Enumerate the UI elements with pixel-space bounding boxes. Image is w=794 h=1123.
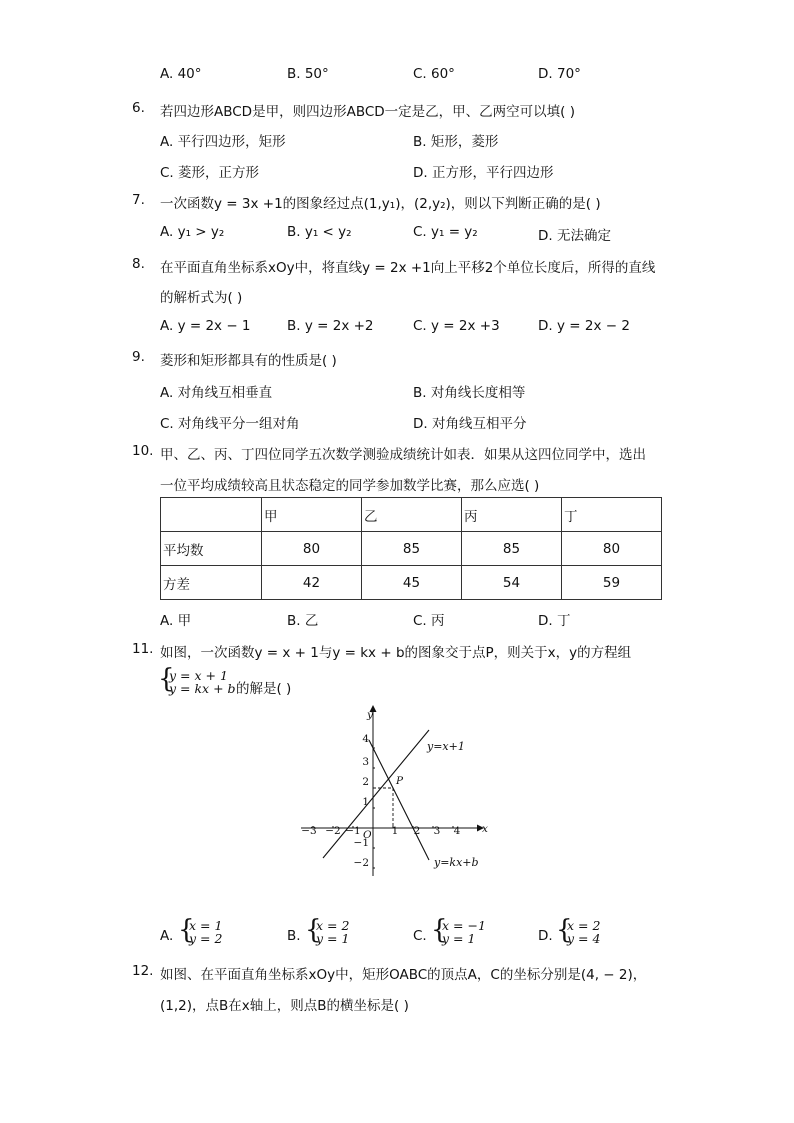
table-row-label: 平均数 (161, 532, 262, 566)
y-tick-label: −2 (353, 857, 369, 869)
line-y-kx-plus-b (369, 740, 429, 860)
line-y-x-plus-1 (323, 730, 429, 858)
x-tick-label: −3 (301, 825, 317, 837)
line1-label: y=x+1 (427, 740, 465, 753)
q8-option-c: C. y = 2x +3 (413, 318, 500, 334)
table-header-cell: 丙 (462, 498, 562, 532)
x-tick-label: 1 (391, 825, 399, 837)
table-row (161, 532, 662, 566)
x-tick-label: 2 (413, 825, 421, 837)
q11-option-c-eq2: y = 1 (442, 931, 476, 946)
table-cell: 80 (562, 532, 662, 566)
origin-label: O (363, 829, 372, 841)
x-tick-label: −1 (345, 825, 361, 837)
q11-option-a-eq2: y = 2 (189, 931, 223, 946)
q11-option-a-eq1: x = 1 (189, 918, 223, 933)
x-axis-label: x (482, 823, 488, 835)
q10-stem-line1: 甲、乙、丙、丁四位同学五次数学测验成绩统计如表．如果从这四位同学中，选出 (160, 447, 646, 463)
q11-system-brace: { (158, 664, 175, 694)
table-header-cell (161, 498, 262, 532)
q10-option-d: D. 丁 (538, 613, 571, 629)
q7-option-d: D. 无法确定 (538, 228, 611, 244)
q7-option-c: C. y₁ = y₂ (413, 224, 478, 240)
q11-option-a-brace: { (178, 915, 195, 945)
y-axis-label: y (367, 709, 373, 721)
q9-option-c: C. 对角线平分一组对角 (160, 416, 300, 432)
table-cell: 54 (462, 566, 562, 600)
q11-option-b-eq2: y = 1 (316, 931, 350, 946)
q8-option-a: A. y = 2x − 1 (160, 318, 251, 334)
q11-system-eq2: y = kx + b (169, 681, 236, 696)
q10-number: 10. (132, 443, 154, 459)
q11-option-d-prefix: D. (538, 928, 553, 944)
q10-option-b: B. 乙 (287, 613, 319, 629)
q6-option-b: B. 矩形，菱形 (413, 134, 499, 150)
table-row (161, 566, 662, 600)
q6-option-d: D. 正方形，平行四边形 (413, 165, 554, 181)
q11-stem: 如图，一次函数y = x + 1与y = kx + b的图象交于点P，则关于x，y的方程组 (160, 645, 632, 661)
q11-option-c-eq1: x = −1 (442, 918, 486, 933)
q11-system-suffix: 的解是( ) (236, 681, 292, 697)
q11-option-a-prefix: A. (160, 928, 174, 944)
q11-option-d-eq2: y = 4 (567, 931, 601, 946)
x-tick-label: 4 (453, 825, 461, 837)
q5-option-c: C. 60° (413, 66, 455, 82)
q11-option-b-eq1: x = 2 (316, 918, 350, 933)
q8-number: 8. (132, 256, 145, 272)
q8-option-b: B. y = 2x +2 (287, 318, 374, 334)
q7-number: 7. (132, 192, 145, 208)
q8-stem-line2: 的解析式为( ) (160, 290, 243, 306)
y-tick-label: 4 (362, 733, 369, 745)
q12-stem-line2: (1,2)，点B在x轴上，则点B的横坐标是( ) (160, 998, 409, 1014)
point-p-label: P (396, 775, 404, 787)
q8-option-d: D. y = 2x − 2 (538, 318, 630, 334)
q8-stem-line1: 在平面直角坐标系xOy中，将直线y = 2x +1向上平移2个单位长度后，所得的直线 (160, 260, 656, 276)
q11-system-eq1: y = x + 1 (169, 668, 228, 683)
table-cell: 42 (262, 566, 362, 600)
q9-option-a: A. 对角线互相垂直 (160, 385, 273, 401)
q12-stem-line1: 如图、在平面直角坐标系xOy中，矩形OABC的顶点A，C的坐标分别是(4, − 2)， (160, 967, 647, 983)
q9-option-d: D. 对角线互相平分 (413, 416, 527, 432)
q6-option-a: A. 平行四边形，矩形 (160, 134, 286, 150)
q11-option-b-prefix: B. (287, 928, 301, 944)
q11-option-b-brace: { (305, 915, 322, 945)
q5-option-a: A. 40° (160, 66, 202, 82)
q7-option-b: B. y₁ < y₂ (287, 224, 352, 240)
table-cell: 80 (262, 532, 362, 566)
q10-option-c: C. 丙 (413, 613, 445, 629)
q5-option-b: B. 50° (287, 66, 329, 82)
table-cell: 85 (362, 532, 462, 566)
q7-option-a: A. y₁ > y₂ (160, 224, 225, 240)
q10-stem-line2: 一位平均成绩较高且状态稳定的同学参加数学比赛，那么应选( ) (160, 478, 540, 494)
line2-label: y=kx+b (434, 856, 479, 869)
q9-number: 9. (132, 349, 145, 365)
q6-stem: 若四边形ABCD是甲，则四边形ABCD一定是乙，甲、乙两空可以填( ) (160, 104, 575, 120)
q11-graph (295, 700, 505, 885)
q11-option-d-eq1: x = 2 (567, 918, 601, 933)
table-header-cell: 乙 (362, 498, 462, 532)
table-header-cell: 甲 (262, 498, 362, 532)
table-cell: 59 (562, 566, 662, 600)
table-cell: 45 (362, 566, 462, 600)
q11-option-c-brace: { (431, 915, 448, 945)
q12-number: 12. (132, 963, 154, 979)
table-header-cell: 丁 (562, 498, 662, 532)
q11-option-c-prefix: C. (413, 928, 427, 944)
table-row-label: 方差 (161, 566, 262, 600)
q6-option-c: C. 菱形，正方形 (160, 165, 260, 181)
q11-option-d-brace: { (556, 915, 573, 945)
y-tick-label: −1 (353, 837, 369, 849)
table-header-row (161, 498, 662, 532)
table-cell: 85 (462, 532, 562, 566)
y-tick-label: 3 (362, 756, 369, 768)
q6-number: 6. (132, 100, 145, 116)
q9-option-b: B. 对角线长度相等 (413, 385, 526, 401)
x-tick-label: 3 (433, 825, 441, 837)
q9-stem: 菱形和矩形都具有的性质是( ) (160, 353, 337, 369)
y-tick-label: 2 (362, 776, 369, 788)
stats-table (160, 497, 662, 600)
x-tick-label: −2 (325, 825, 341, 837)
q5-option-d: D. 70° (538, 66, 581, 82)
q10-option-a: A. 甲 (160, 613, 192, 629)
q7-stem: 一次函数y = 3x +1的图象经过点(1,y₁)，(2,y₂)，则以下判断正确的是( ) (160, 196, 601, 212)
axis-ticks (313, 748, 453, 868)
q11-number: 11. (132, 641, 154, 657)
y-tick-label: 1 (362, 796, 369, 808)
